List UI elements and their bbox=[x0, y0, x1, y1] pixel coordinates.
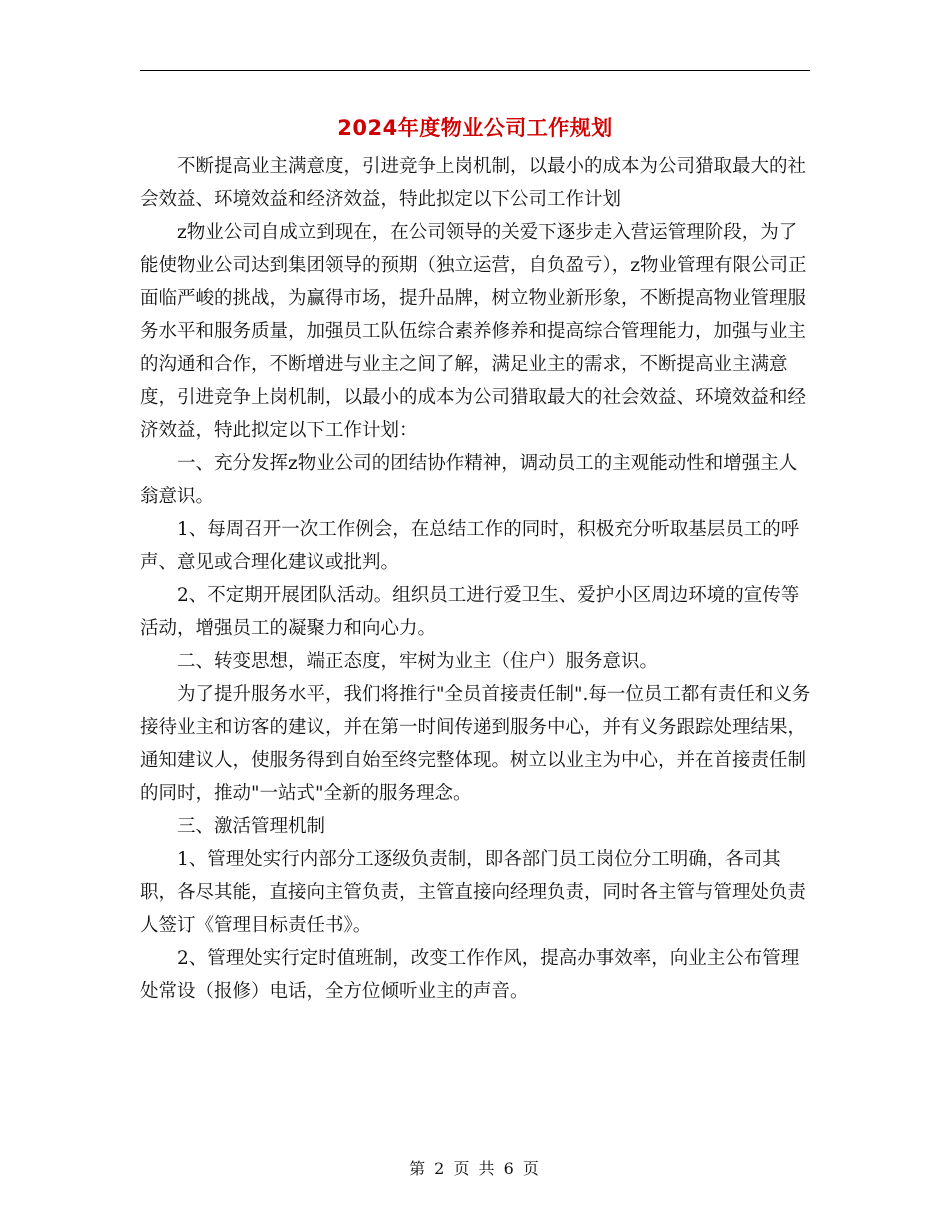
section-heading-2: 二、转变思想，端正态度，牢树为业主（住户）服务意识。 bbox=[177, 651, 659, 672]
section-heading-3: 三、激活管理机制 bbox=[177, 816, 326, 837]
paragraph-service: 为了提升服务水平，我们将推行"全员首接责任制".每一位员工都有责任和义务接待业主和访客的建议，并在第一时间传递到服务中心，并有义务跟踪处理结果，通知建议人，使服务得到自始至终完整体现。树立以业主为中心，并在首接责任制的同时，推动"一站式"全新的服务理念。 bbox=[140, 684, 811, 804]
paragraph-background: z物业公司自成立到现在，在公司领导的关爱下逐步走入营运管理阶段，为了能使物业公司达到集团领导的预期（独立运营，自负盈亏），z物业管理有限公司正面临严峻的挑战，为赢得市场，提升品牌，树立物业新形象，不断提高物业管理服务水平和服务质量，加强员工队伍综合素养修养和提高综合管理能力，加强与业主的沟通和合作，不断增进与业主之间了解，满足业主的需求，不断提高业主满意度，引进竞争上岗机制，以最小的成本为公司猎取最大的社会效益、环境效益和经济效益，特此拟定以下工作计划： bbox=[140, 222, 807, 441]
document-title: 2024年度物业公司工作规划 bbox=[337, 116, 613, 140]
header-rule bbox=[140, 70, 810, 71]
page-number: 第 2 页 共 6 页 bbox=[409, 1159, 541, 1178]
list-item-1-2: 2、不定期开展团队活动。组织员工进行爱卫生、爱护小区周边环境的宣传等活动，增强员工的凝聚力和向心力。 bbox=[140, 585, 800, 639]
list-item-3-1: 1、管理处实行内部分工逐级负责制，即各部门员工岗位分工明确，各司其职，各尽其能，直接向主管负责，主管直接向经理负责，同时各主管与管理处负责人签订《管理目标责任书》。 bbox=[140, 849, 807, 936]
paragraph-intro: 不断提高业主满意度，引进竞争上岗机制，以最小的成本为公司猎取最大的社会效益、环境效益和经济效益，特此拟定以下公司工作计划 bbox=[140, 156, 807, 210]
list-item-3-2: 2、管理处实行定时值班制，改变工作作风，提高办事效率，向业主公布管理处常设（报修）电话，全方位倾听业主的声音。 bbox=[140, 948, 800, 1002]
list-item-1-1: 1、每周召开一次工作例会，在总结工作的同时，积极充分听取基层员工的呼声、意见或合理化建议或批判。 bbox=[140, 519, 800, 573]
section-heading-1: 一、充分发挥z物业公司的团结协作精神，调动员工的主观能动性和增强主人翁意识。 bbox=[140, 453, 798, 507]
document-body bbox=[140, 150, 812, 1008]
